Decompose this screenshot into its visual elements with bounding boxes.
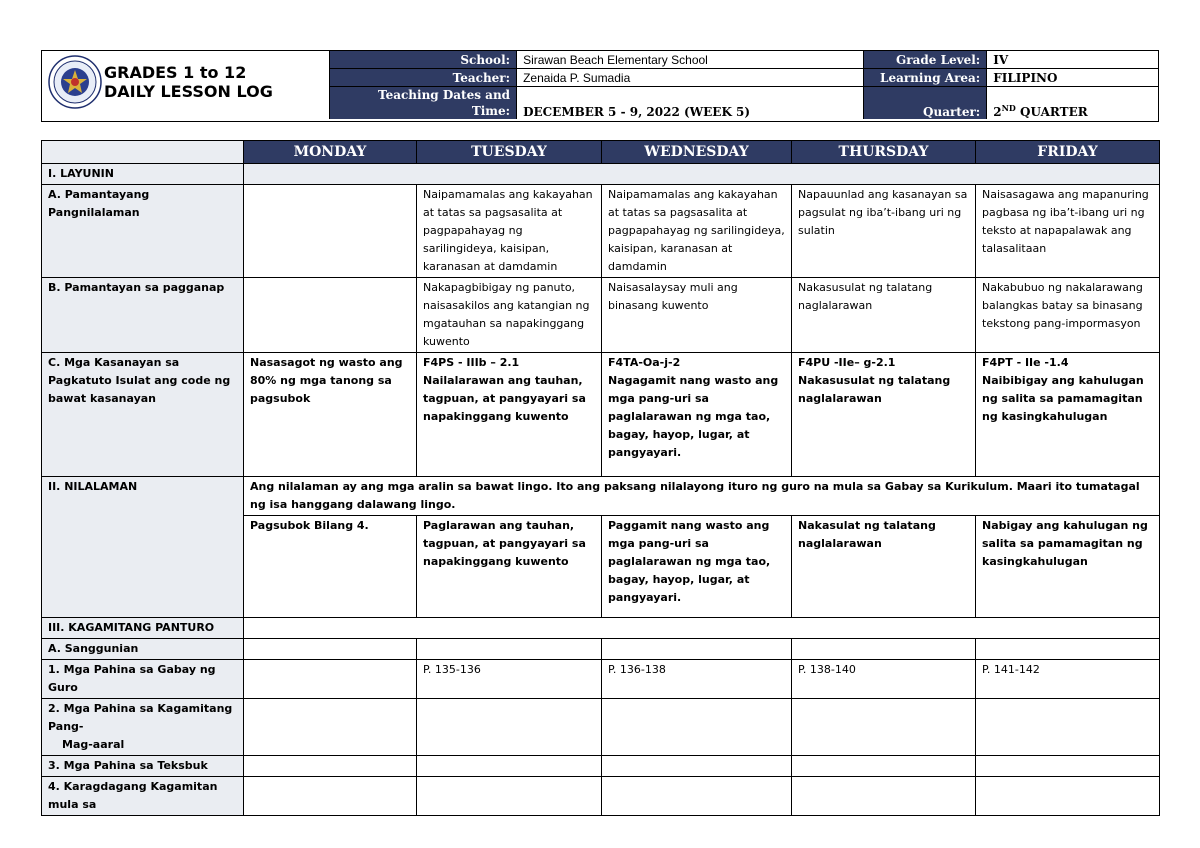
kasanayan-row <box>42 353 1160 477</box>
layunin-row <box>42 164 1160 185</box>
day-header-thursday: THURSDAY <box>792 141 976 164</box>
sanggunian-thursday <box>792 639 976 660</box>
code-friday: F4PT - IIe -1.4 <box>982 356 1069 369</box>
teacher-label: Teacher: <box>330 69 517 87</box>
cell-b-wednesday: Naisasalaysay muli ang binasang kuwento <box>602 278 792 353</box>
kagamitang-label-line-1: 2. Mga Pahina sa Kagamitang Pang- <box>48 702 233 733</box>
gabay-guro-label: 1. Mga Pahina sa Gabay ng Guro <box>42 660 244 699</box>
sanggunian-label: A. Sanggunian <box>42 639 244 660</box>
nilalaman-thursday: Nakasulat ng talatang naglalarawan <box>792 516 976 618</box>
nilalaman-friday: Nabigay ang kahulugan ng salita sa pamamagitan ng kasingkahulugan <box>976 516 1160 618</box>
quarter-label: Quarter: <box>863 87 986 120</box>
header-info-table <box>329 51 1158 119</box>
pamantayang-pangnilalaman-row <box>42 185 1160 278</box>
quarter-word: QUARTER <box>1015 105 1088 119</box>
kagamitang-mag-aaral-label <box>42 699 244 756</box>
nilalaman-note-row <box>42 477 1160 516</box>
mag-aaral-thursday <box>792 699 976 756</box>
day-header-wednesday: WEDNESDAY <box>602 141 792 164</box>
sanggunian-row <box>42 639 1160 660</box>
mag-aaral-friday <box>976 699 1160 756</box>
gabay-tuesday: P. 135-136 <box>417 660 602 699</box>
mag-aaral-wednesday <box>602 699 792 756</box>
title-line-1: GRADES 1 to 12 <box>104 63 247 82</box>
logo-area <box>42 51 329 120</box>
cell-a-thursday: Napauunlad ang kasanayan sa pagsulat ng iba’t-ibang uri ng sulatin <box>792 185 976 278</box>
teaching-dates-label-line-2: Time: <box>471 104 511 118</box>
gabay-monday <box>244 660 417 699</box>
layunin-label: I. LAYUNIN <box>42 164 244 185</box>
cell-c-wednesday <box>602 353 792 477</box>
kagamitan-label: III. KAGAMITANG PANTURO <box>42 618 244 639</box>
deped-seal-icon <box>48 55 102 109</box>
school-value: Sirawan Beach Elementary School <box>517 51 864 69</box>
gabay-wednesday: P. 136-138 <box>602 660 792 699</box>
cell-b-tuesday: Nakapagbibigay ng panuto, naisasakilos ang katangian ng mgatauhan sa napakinggang kuwento <box>417 278 602 353</box>
quarter-value <box>987 87 1158 120</box>
pamantayan-sa-pagganap-row <box>42 278 1160 353</box>
nilalaman-label: II. NILALAMAN <box>42 477 244 618</box>
teksbuk-thursday <box>792 756 976 777</box>
karagdagang-tuesday <box>417 777 602 816</box>
code-tuesday: F4PS - IIIb – 2.1 <box>423 356 520 369</box>
cell-a-tuesday: Naipamamalas ang kakayahan at tatas sa pagsasalita at pagpapahayag ng sarilingideya, kaisipan, karanasan at damdamin <box>417 185 602 278</box>
gabay-thursday: P. 138-140 <box>792 660 976 699</box>
kagamitan-fill <box>244 618 1160 639</box>
teksbuk-monday <box>244 756 417 777</box>
skill-thursday: Nakasusulat ng talatang naglalarawan <box>798 374 951 405</box>
quarter-number: 2 <box>993 105 1002 119</box>
nilalaman-wednesday: Paggamit nang wasto ang mga pang-uri sa paglalarawan ng mga tao, bagay, hayop, lugar, at pangyayari. <box>602 516 792 618</box>
mag-aaral-monday <box>244 699 417 756</box>
cell-b-thursday: Nakasusulat ng talatang naglalarawan <box>792 278 976 353</box>
cell-c-tuesday <box>417 353 602 477</box>
teksbuk-wednesday <box>602 756 792 777</box>
cell-b-friday: Nakabubuo ng nakalarawang balangkas batay sa binasang tekstong pang-impormasyon <box>976 278 1160 353</box>
school-label: School: <box>330 51 517 69</box>
day-header-monday: MONDAY <box>244 141 417 164</box>
sanggunian-monday <box>244 639 417 660</box>
teaching-dates-value: DECEMBER 5 - 9, 2022 (WEEK 5) <box>517 87 864 120</box>
skill-tuesday: Nailalarawan ang tauhan, tagpuan, at pangyayari sa napakinggang kuwento <box>423 374 586 423</box>
nilalaman-note: Ang nilalaman ay ang mga aralin sa bawat lingo. Ito ang paksang nilalayong ituro ng guro na mula sa Gabay sa Kurikulum. Maari ito tumatagal ng isa hanggang dalawang lingo. <box>244 477 1160 516</box>
nilalaman-monday: Pagsubok Bilang 4. <box>244 516 417 618</box>
row-label-a: A. Pamantayang Pangnilalaman <box>42 185 244 278</box>
karagdagang-label: 4. Karagdagang Kagamitan mula sa <box>42 777 244 816</box>
header-block <box>41 50 1159 122</box>
teksbuk-friday <box>976 756 1160 777</box>
day-header-tuesday: TUESDAY <box>417 141 602 164</box>
teksbuk-row <box>42 756 1160 777</box>
karagdagang-wednesday <box>602 777 792 816</box>
quarter-suffix: ND <box>1001 103 1016 113</box>
gabay-friday: P. 141-142 <box>976 660 1160 699</box>
day-header-friday: FRIDAY <box>976 141 1160 164</box>
karagdagang-monday <box>244 777 417 816</box>
teacher-value: Zenaida P. Sumadia <box>517 69 864 87</box>
corner-cell <box>42 141 244 164</box>
learning-area-label: Learning Area: <box>863 69 986 87</box>
row-label-b: B. Pamantayan sa pagganap <box>42 278 244 353</box>
code-wednesday: F4TA-Oa-j-2 <box>608 356 681 369</box>
teaching-dates-label <box>330 87 517 120</box>
karagdagang-row <box>42 777 1160 816</box>
kagamitang-label-line-2: Mag-aaral <box>62 738 125 751</box>
sanggunian-friday <box>976 639 1160 660</box>
day-header-row <box>42 141 1160 164</box>
layunin-fill <box>244 164 1160 185</box>
kagamitang-mag-aaral-row <box>42 699 1160 756</box>
cell-a-friday: Naisasagawa ang mapanuring pagbasa ng iba’t-ibang uri ng teksto at napapalawak ang talasalitaan <box>976 185 1160 278</box>
nilalaman-tuesday: Paglarawan ang tauhan, tagpuan, at pangyayari sa napakinggang kuwento <box>417 516 602 618</box>
teaching-dates-label-line-1: Teaching Dates and <box>378 88 511 102</box>
document-title <box>104 63 273 101</box>
karagdagang-friday <box>976 777 1160 816</box>
grade-level-label: Grade Level: <box>863 51 986 69</box>
skill-wednesday: Nagagamit nang wasto ang mga pang-uri sa paglalarawan ng mga tao, bagay, hayop, lugar, at pangyayari. <box>608 374 779 459</box>
cell-c-monday: Nasasagot ng wasto ang 80% ng mga tanong sa pagsubok <box>244 353 417 477</box>
code-thursday: F4PU -IIe– g-2.1 <box>798 356 896 369</box>
cell-a-wednesday: Naipamamalas ang kakayahan at tatas sa pagsasalita at pagpapahayag ng sarilingideya, kaisipan, karanasan at damdamin <box>602 185 792 278</box>
kagamitan-row <box>42 618 1160 639</box>
mag-aaral-tuesday <box>417 699 602 756</box>
skill-friday: Naibibigay ang kahulugan ng salita sa pamamagitan ng kasingkahulugan <box>982 374 1144 423</box>
karagdagang-thursday <box>792 777 976 816</box>
gabay-guro-row <box>42 660 1160 699</box>
learning-area-value: FILIPINO <box>987 69 1158 87</box>
grade-level-value: IV <box>987 51 1158 69</box>
cell-a-monday <box>244 185 417 278</box>
row-label-c: C. Mga Kasanayan sa Pagkatuto Isulat ang code ng bawat kasanayan <box>42 353 244 477</box>
cell-c-thursday <box>792 353 976 477</box>
teksbuk-label: 3. Mga Pahina sa Teksbuk <box>42 756 244 777</box>
lesson-log-table <box>41 140 1160 816</box>
cell-b-monday <box>244 278 417 353</box>
title-line-2: DAILY LESSON LOG <box>104 82 273 101</box>
teksbuk-tuesday <box>417 756 602 777</box>
cell-c-friday <box>976 353 1160 477</box>
sanggunian-wednesday <box>602 639 792 660</box>
sanggunian-tuesday <box>417 639 602 660</box>
